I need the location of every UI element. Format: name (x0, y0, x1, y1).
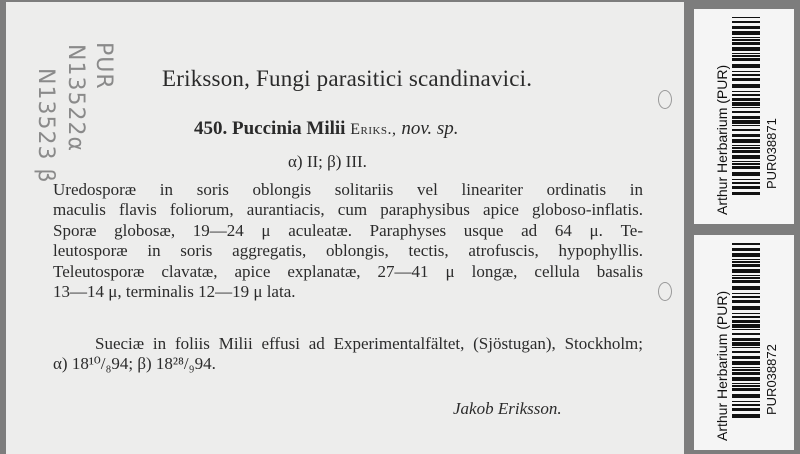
barcode-number: PUR038871 (764, 118, 779, 189)
species-heading (194, 118, 458, 140)
circled-mark-2 (658, 90, 672, 109)
exsiccata-number: 450. (194, 118, 228, 139)
collector-signature: Jakob Eriksson. (453, 399, 562, 418)
specimen-card (6, 2, 684, 454)
label-title: Arthur Herbarium (PUR) (714, 64, 730, 215)
barcode-icon (732, 17, 760, 195)
description-line: maculis flavis foliorum, aurantiacis, cum paraphysibus apice globoso-inflatis. (53, 200, 643, 220)
barcode-icon (732, 243, 760, 421)
locality-line: α) 18¹⁰/₈94; β) 18²⁸/₉94. (53, 354, 216, 374)
description-line: Uredosporæ in soris oblongis solitariis vel lineariter ordinatis in (53, 180, 643, 199)
circled-mark-3 (658, 282, 672, 301)
barcode-number: PUR038872 (764, 344, 779, 415)
locality (53, 334, 643, 375)
herbarium-label-1 (694, 9, 794, 224)
description-line: Sporæ globosæ, 19—24 μ aculeatæ. Paraphyses usque ad 64 μ. Te- (53, 220, 643, 240)
series-title: Eriksson, Fungi parasitici scandinavici. (162, 66, 533, 91)
description-line: Teleutosporæ clavatæ, apice explanatæ, 27—41 μ longæ, cellula basalis (53, 261, 643, 281)
handwritten-pur: PUR (91, 42, 116, 90)
label-title: Arthur Herbarium (PUR) (714, 290, 730, 441)
herbarium-label-2 (694, 235, 794, 450)
nov-sp: nov. sp. (401, 118, 459, 139)
handwritten-accession-2: N13523 β (33, 68, 58, 184)
locality-line: Sueciæ in foliis Milii effusi ad Experimentalfältet, (Sjöstugan), Stockholm; (95, 334, 643, 353)
description (53, 180, 643, 302)
author-citation: Eriks., (350, 121, 397, 138)
spore-stages: α) II; β) III. (288, 152, 367, 171)
species-name: Puccinia Milii (232, 118, 346, 139)
description-line: leutosporæ in soris aggregatis, oblongis, tectis, atrofuscis, hypophyllis. (53, 241, 643, 261)
description-line: 13—14 μ, terminalis 12—19 μ lata. (53, 281, 296, 301)
handwritten-accession-1: N13522α (63, 44, 88, 152)
